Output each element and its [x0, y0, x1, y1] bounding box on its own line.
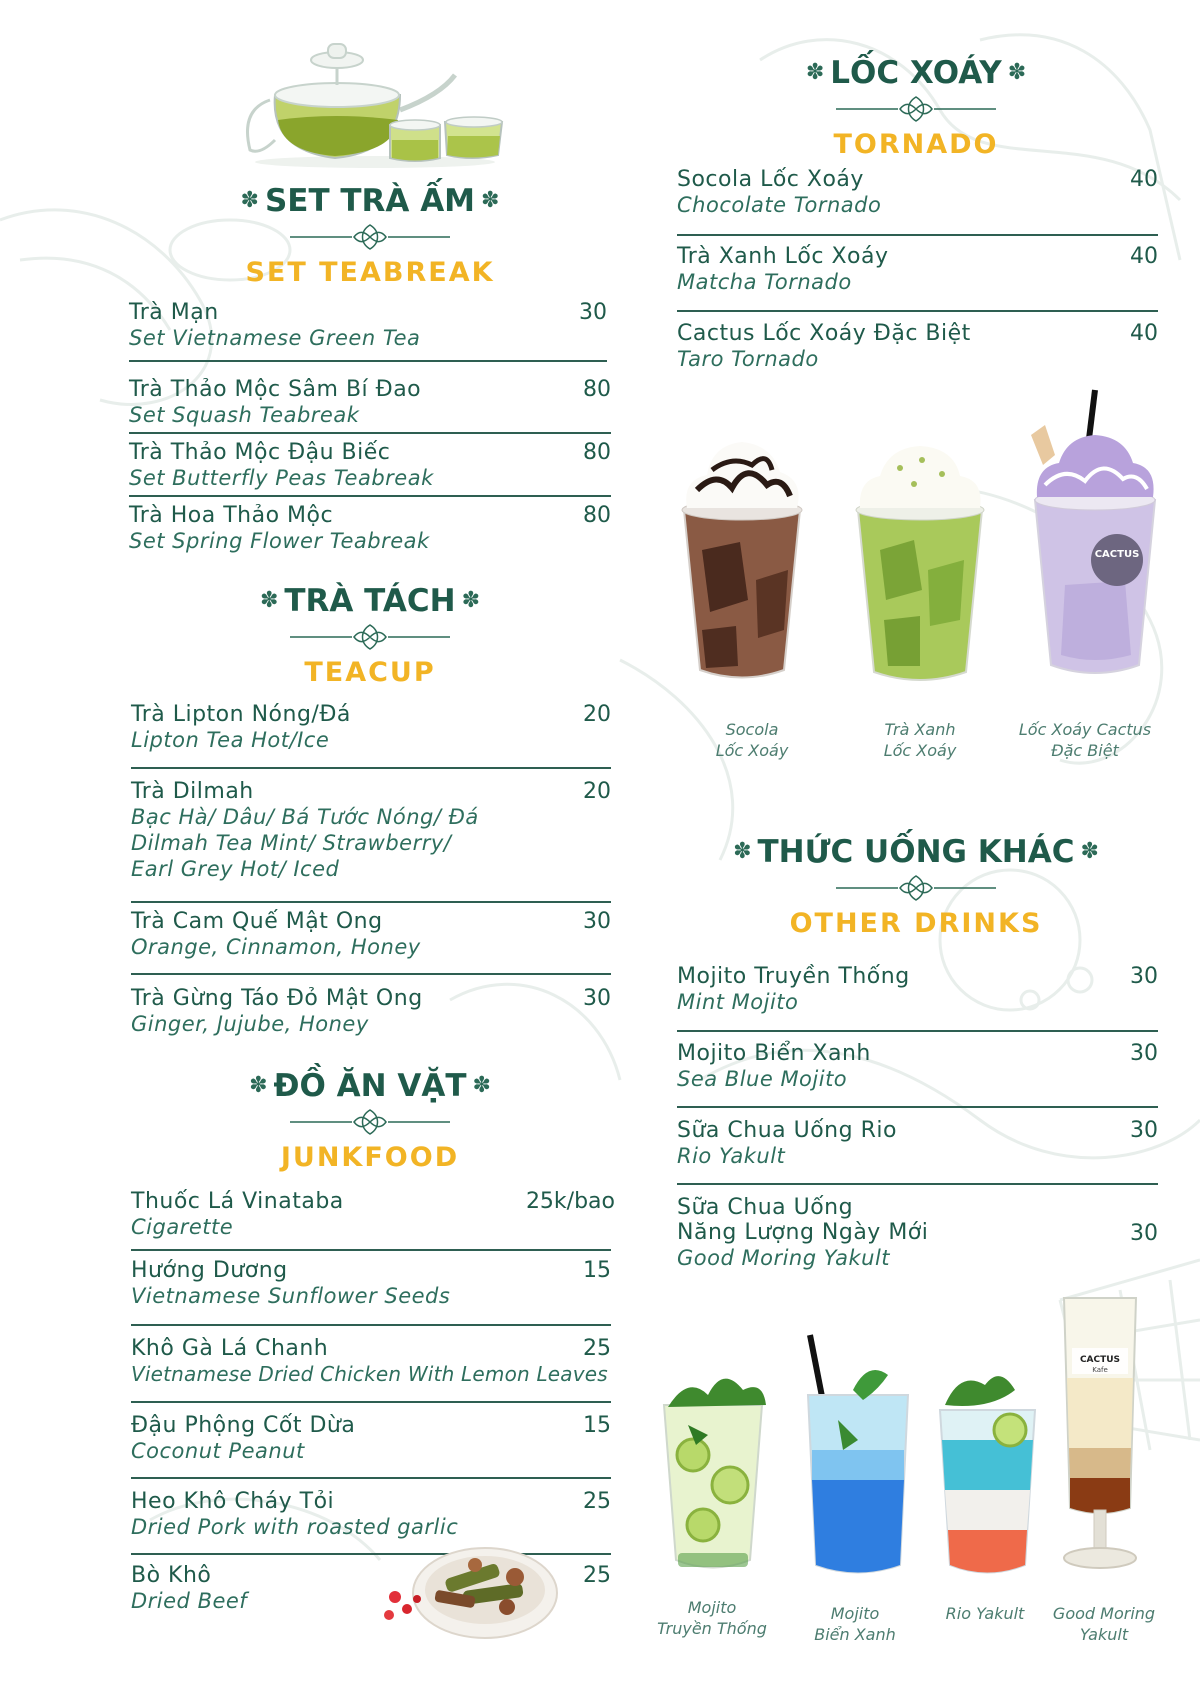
item-name-en: Matcha Tornado [677, 270, 852, 294]
item-name-vn: Trà Xanh Lốc Xoáy [677, 244, 889, 269]
mint-mojito-image [648, 1365, 778, 1580]
item-price: 30 [579, 300, 607, 325]
caption-line: Lốc Xoáy [883, 741, 957, 760]
section-header-thuc-uong-khac [706, 834, 1126, 939]
section-subtitle: OTHER DRINKS [789, 908, 1043, 939]
item-name-vn: Socola Lốc Xoáy [677, 167, 864, 192]
section-header-tra-tach [160, 583, 580, 688]
asterisk-ornament-icon: ✽ [472, 1073, 491, 1098]
item-price: 30 [1130, 1221, 1158, 1246]
asterisk-ornament-icon: ✽ [805, 60, 825, 85]
item-name-vn: Mojito Truyền Thống [677, 964, 910, 989]
divider-line [677, 1030, 1158, 1032]
item-price: 80 [583, 440, 611, 465]
menu-item [131, 986, 611, 1037]
item-name-vn: Trà Cam Quế Mật Ong [131, 909, 383, 934]
item-price: 20 [583, 702, 611, 727]
asterisk-ornament-icon: ✽ [481, 188, 500, 213]
item-name-vn: Thuốc Lá Vinataba [131, 1189, 344, 1214]
asterisk-ornament-icon: ✽ [733, 839, 752, 864]
caption-line: Lốc Xoáy Cactus [1018, 720, 1152, 739]
item-name-vn: Sữa Chua Uống [677, 1195, 854, 1220]
item-name-en: Coconut Peanut [131, 1439, 305, 1463]
item-price: 15 [583, 1258, 611, 1283]
menu-item [131, 1258, 611, 1309]
item-name-en: Taro Tornado [677, 347, 819, 371]
menu-item [677, 244, 1158, 295]
item-name-vn: Trà Hoa Thảo Mộc [129, 503, 334, 528]
menu-item [677, 167, 1158, 218]
item-name-en: Bạc Hà/ Dâu/ Bá Tước Nóng/ Đá [131, 805, 479, 829]
item-price: 30 [583, 986, 611, 1011]
caption-line: Truyền Thống [657, 1619, 767, 1638]
dried-beef-plate-image [375, 1535, 565, 1645]
caption-line: Good Moring [1052, 1604, 1156, 1623]
divider-line [129, 432, 611, 434]
menu-item [129, 300, 607, 351]
caption-line: Lốc Xoáy [715, 741, 789, 760]
item-price: 40 [1130, 244, 1158, 269]
menu-item [131, 1489, 611, 1540]
item-price: 25 [583, 1563, 611, 1588]
section-title: ✽ THỨC UỐNG KHÁC ✽ [733, 834, 1099, 870]
asterisk-ornament-icon: ✽ [259, 588, 279, 613]
item-price: 40 [1130, 321, 1158, 346]
section-header-loc-xoay [706, 55, 1126, 160]
section-subtitle: JUNKFOOD [280, 1142, 460, 1173]
caption-line: Đặc Biệt [1051, 741, 1119, 760]
flourish-divider-icon [816, 95, 1016, 123]
item-name-vn: Sữa Chua Uống Rio [677, 1118, 897, 1143]
item-name-en: Vietnamese Dried Chicken With Lemon Leaves [131, 1362, 608, 1386]
divider-line [677, 1183, 1158, 1185]
item-name-vn: Mojito Biển Xanh [677, 1041, 871, 1066]
section-title: ✽ TRÀ TÁCH ✽ [259, 583, 481, 619]
menu-item [677, 1041, 1158, 1092]
cactus-cup-logo: CACTUS [1079, 1355, 1121, 1365]
item-name-en: Dilmah Tea Mint/ Strawberry/ [131, 831, 452, 855]
menu-item [131, 1413, 611, 1464]
menu-item [131, 909, 611, 960]
divider-line [131, 1401, 611, 1403]
menu-item [129, 503, 611, 554]
menu-item [131, 1189, 615, 1240]
item-name-vn: Trà Gừng Táo Đỏ Mật Ong [131, 986, 423, 1011]
section-subtitle: TORNADO [833, 129, 999, 160]
caption-line: Socola [725, 720, 779, 739]
caption-line: Biển Xanh [814, 1625, 896, 1644]
item-name-en: Rio Yakult [677, 1144, 786, 1168]
item-name-en: Lipton Tea Hot/Ice [131, 728, 330, 752]
item-price: 15 [583, 1413, 611, 1438]
divider-line [677, 234, 1158, 236]
asterisk-ornament-icon: ✽ [240, 188, 259, 213]
item-name-en: Cigarette [131, 1215, 234, 1239]
item-name-vn: Năng Lượng Ngày Mới [677, 1220, 929, 1245]
caption-line: Rio Yakult [945, 1604, 1025, 1623]
flourish-divider-icon [270, 223, 470, 251]
section-title: ✽ ĐỒ ĂN VẶT ✽ [249, 1068, 491, 1104]
caption-line: Yakult [1079, 1625, 1129, 1644]
item-name-vn: Khô Gà Lá Chanh [131, 1336, 329, 1361]
item-name-vn: Trà Mạn [129, 300, 219, 325]
menu-item [677, 321, 1158, 372]
item-name-en: Set Spring Flower Teabreak [129, 529, 430, 553]
item-price: 25k/bao [525, 1189, 615, 1214]
section-title: ✽ LỐC XOÁY ✽ [805, 55, 1027, 91]
item-name-en: Set Squash Teabreak [129, 403, 360, 427]
item-name-vn: Trà Dilmah [131, 779, 254, 804]
divider-line [131, 1477, 611, 1479]
item-price: 40 [1130, 167, 1158, 192]
item-price: 20 [583, 779, 611, 804]
drink-caption [672, 719, 832, 761]
flourish-divider-icon [270, 623, 470, 651]
asterisk-ornament-icon: ✽ [461, 588, 481, 613]
item-price: 80 [583, 377, 611, 402]
section-title: ✽ SET TRÀ ẤM ✽ [240, 183, 500, 219]
item-price: 25 [583, 1336, 611, 1361]
asterisk-ornament-icon: ✽ [249, 1073, 268, 1098]
item-name-en: Good Moring Yakult [677, 1246, 891, 1270]
item-name-en: Set Butterfly Peas Teabreak [129, 466, 434, 490]
item-name-en: Ginger, Jujube, Honey [131, 1012, 369, 1036]
teapot-set-image [240, 40, 510, 170]
item-name-en: Earl Grey Hot/ Iced [131, 857, 340, 881]
flourish-divider-icon [270, 1108, 470, 1136]
item-name-en: Sea Blue Mojito [677, 1067, 848, 1091]
item-name-vn: Hướng Dương [131, 1258, 288, 1283]
flourish-divider-icon [816, 874, 1016, 902]
cactus-cup-logo: CACTUS [1094, 549, 1140, 560]
divider-line [677, 1106, 1158, 1108]
menu-item [677, 1118, 1158, 1169]
item-name-vn: Bò Khô [131, 1563, 212, 1588]
drink-caption [1024, 1603, 1184, 1645]
rio-yakult-image [930, 1360, 1045, 1585]
caption-line: Trà Xanh [884, 720, 956, 739]
chocolate-tornado-image [672, 430, 812, 690]
drink-caption [1005, 719, 1165, 761]
drink-caption [840, 719, 1000, 761]
sea-blue-mojito-image [798, 1330, 918, 1585]
divider-line [131, 901, 611, 903]
menu-item [131, 1336, 611, 1387]
divider-line [131, 1324, 611, 1326]
divider-line [129, 495, 611, 497]
item-price: 80 [583, 503, 611, 528]
item-price: 30 [583, 909, 611, 934]
item-name-vn: Trà Thảo Mộc Đậu Biếc [129, 440, 391, 465]
menu-item [129, 440, 611, 491]
divider-line [131, 767, 611, 769]
menu-item [677, 1195, 1158, 1271]
divider-line [129, 360, 607, 362]
drink-caption [632, 1597, 792, 1639]
item-name-vn: Đậu Phộng Cốt Dừa [131, 1413, 356, 1438]
asterisk-ornament-icon: ✽ [1007, 60, 1027, 85]
item-name-vn: Cactus Lốc Xoáy Đặc Biệt [677, 321, 971, 346]
good-moring-yakult-image [1050, 1288, 1150, 1586]
section-subtitle: SET TEABREAK [245, 257, 495, 288]
divider-line [677, 310, 1158, 312]
taro-tornado-image [1025, 385, 1165, 690]
item-price: 30 [1130, 1118, 1158, 1143]
item-name-en: Dried Beef [131, 1589, 248, 1613]
divider-line [131, 1249, 611, 1251]
menu-item [129, 377, 611, 428]
section-header-set-tra-am [160, 183, 580, 288]
divider-line [131, 973, 611, 975]
matcha-tornado-image [850, 440, 990, 690]
caption-line: Mojito [830, 1604, 880, 1623]
menu-item [131, 779, 611, 882]
section-subtitle: TEACUP [304, 657, 436, 688]
asterisk-ornament-icon: ✽ [1080, 839, 1099, 864]
item-name-vn: Trà Thảo Mộc Sâm Bí Đao [129, 377, 422, 402]
item-name-vn: Trà Lipton Nóng/Đá [131, 702, 351, 727]
item-name-en: Mint Mojito [677, 990, 799, 1014]
item-price: 30 [1130, 1041, 1158, 1066]
item-price: 30 [1130, 964, 1158, 989]
item-name-en: Set Vietnamese Green Tea [129, 326, 421, 350]
caption-line: Mojito [687, 1598, 737, 1617]
menu-item [677, 964, 1158, 1015]
item-name-en: Orange, Cinnamon, Honey [131, 935, 421, 959]
section-header-do-an-vat [160, 1068, 580, 1173]
kafe-cup-logo: Kafe [1092, 1366, 1108, 1374]
item-name-en: Chocolate Tornado [677, 193, 882, 217]
item-name-en: Dried Pork with roasted garlic [131, 1515, 459, 1539]
item-name-en: Vietnamese Sunflower Seeds [131, 1284, 451, 1308]
item-name-vn: Heo Khô Cháy Tỏi [131, 1489, 335, 1514]
item-price: 25 [583, 1489, 611, 1514]
menu-item [131, 702, 611, 753]
